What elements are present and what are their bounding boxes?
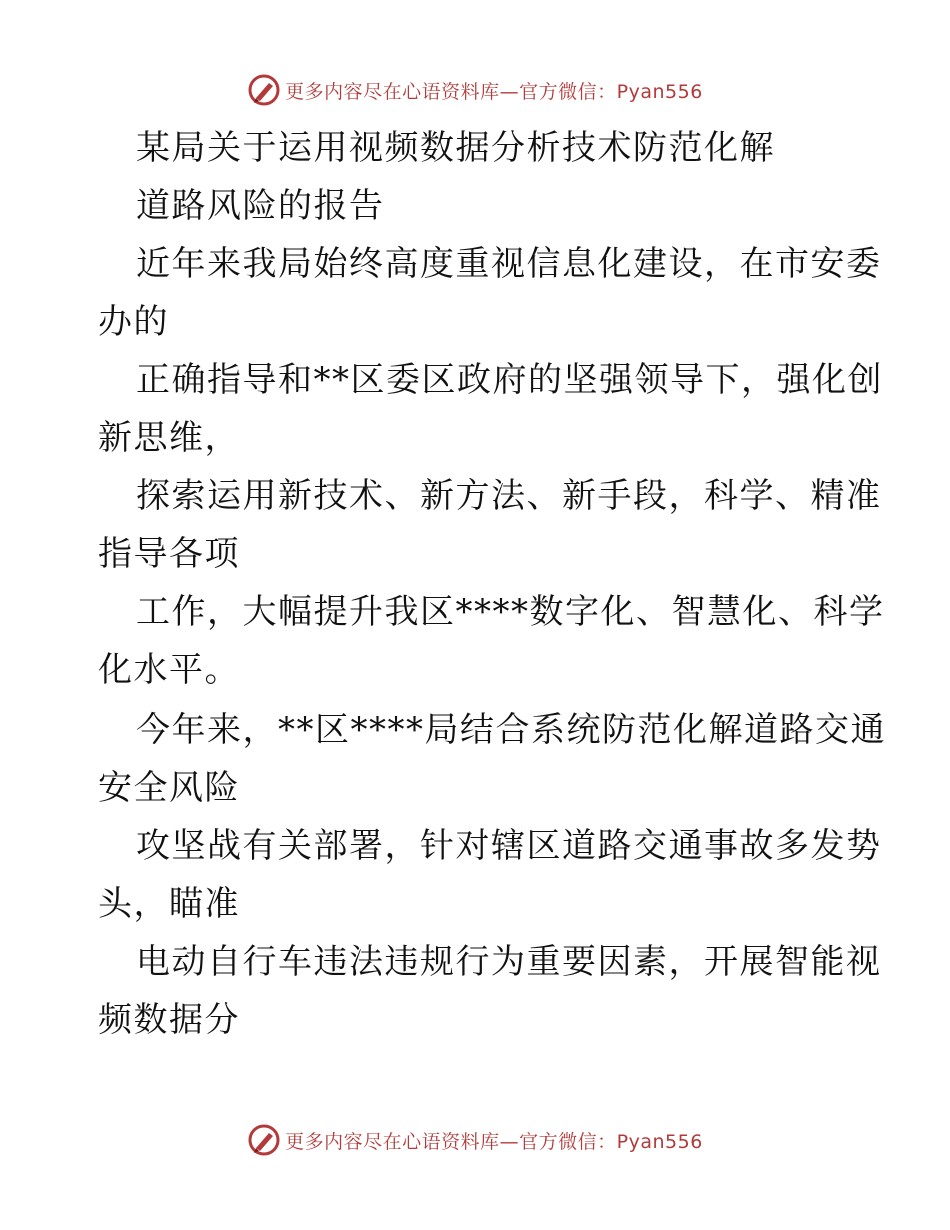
paragraph-line: 近年来我局始终高度重视信息化建设，在市安委	[136, 244, 882, 284]
paragraph-line: 指导各项	[98, 534, 240, 574]
pen-logo-icon	[247, 1123, 281, 1157]
paragraph-line: 今年来，**区****局结合系统防范化解道路交通	[136, 710, 886, 750]
paragraph-line: 化水平。	[98, 650, 240, 690]
pen-logo-icon	[247, 73, 281, 107]
paragraph-line: 工作，大幅提升我区****数字化、智慧化、科学	[136, 592, 885, 632]
banner-text: 更多内容尽在心语资料库—官方微信：Pyan556	[285, 1130, 703, 1153]
header-banner	[0, 70, 950, 110]
paragraph-line: 新思维，	[98, 418, 240, 458]
doc-title-line-1: 某局关于运用视频数据分析技术防范化解	[136, 128, 775, 168]
paragraph-line: 办的	[98, 302, 169, 342]
paragraph-line: 安全风险	[98, 768, 240, 808]
paragraph-line: 频数据分	[98, 1000, 240, 1040]
paragraph-line: 电动自行车违法违规行为重要因素，开展智能视	[136, 942, 882, 982]
doc-title-line-2: 道路风险的报告	[136, 186, 385, 226]
paragraph-line: 头，瞄准	[98, 884, 240, 924]
banner-text: 更多内容尽在心语资料库—官方微信：Pyan556	[285, 80, 703, 103]
footer-banner	[0, 1120, 950, 1160]
paragraph-line: 正确指导和**区委区政府的坚强领导下，强化创	[136, 360, 883, 400]
paragraph-line: 攻坚战有关部署，针对辖区道路交通事故多发势	[136, 826, 882, 866]
paragraph-line: 探索运用新技术、新方法、新手段，科学、精准	[136, 476, 882, 516]
